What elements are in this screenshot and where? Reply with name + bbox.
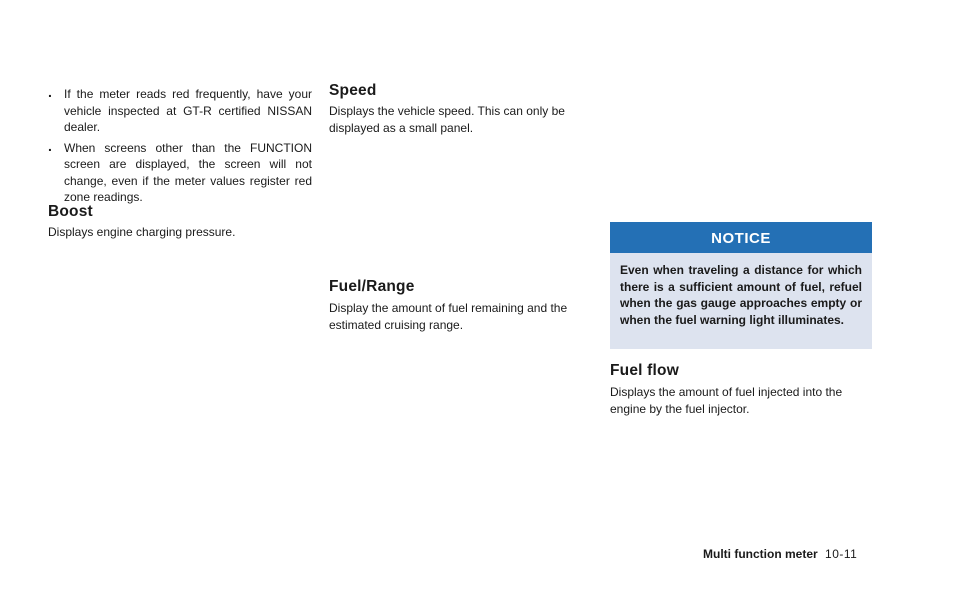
list-item: . If the meter reads red frequently, have your vehicle inspected at GT-R certified NISSAN dealer. [48,86,312,136]
speed-heading: Speed [329,82,377,99]
caution-bullet-list [48,86,312,210]
boost-description: Displays engine charging pressure. [48,225,236,239]
notice-box [610,222,872,349]
speed-description: Displays the vehicle speed. This can only be displayed as a small panel. [329,104,565,135]
page-footer [703,547,857,561]
list-item: . When screens other than the FUNCTION screen are displayed, the screen will not change, even if the meter values register red zone readings. [48,140,312,206]
boost-heading: Boost [48,203,93,220]
fuel-range-heading: Fuel/Range [329,278,415,295]
notice-text: Even when traveling a distance for which there is a sufficient amount of fuel, refuel when the gas gauge approaches empty or when the fuel warning light illuminates. [620,263,862,327]
section-title: Multi function meter [703,547,818,561]
notice-heading: NOTICE [610,222,872,253]
page-number: 10-11 [825,547,858,561]
fuel-flow-description: Displays the amount of fuel injected into the engine by the fuel injector. [610,385,843,416]
fuel-flow-heading: Fuel flow [610,362,679,379]
fuel-range-description: Display the amount of fuel remaining and the estimated cruising range. [329,301,568,332]
